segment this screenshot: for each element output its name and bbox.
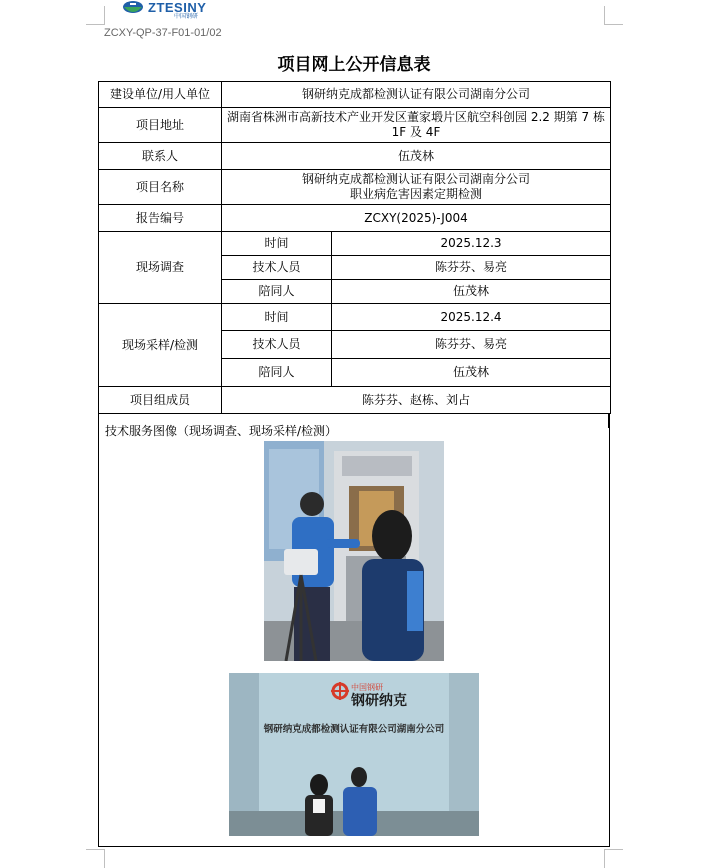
survey-escort-value: 伍茂林: [332, 280, 611, 304]
photo-caption: 技术服务图像（现场调查、现场采样/检测）: [105, 424, 338, 438]
sign-brand: 中国钢研: [351, 683, 383, 692]
text-cursor: [608, 414, 610, 428]
survey-time-value: 2025.12.3: [332, 232, 611, 256]
sampling-tech-value: 陈芬芬、易亮: [332, 331, 611, 359]
members-label: 项目组成员: [99, 387, 222, 414]
report-value: ZCXY(2025)-J004: [222, 205, 611, 232]
logo-name: ZTESINY: [148, 0, 207, 15]
sign-name: 钢研纳克: [351, 693, 407, 709]
project-value-line1: 钢研纳克成都检测认证有限公司湖南分公司: [302, 172, 531, 186]
members-value: 陈芬芬、赵栋、刘占: [222, 387, 611, 414]
document-code: ZCXY-QP-37-F01-01/02: [104, 27, 222, 39]
sign-company: 钢研纳克成都检测认证有限公司湖南分公司: [263, 724, 445, 735]
contact-label: 联系人: [99, 143, 222, 170]
survey-time-label: 时间: [222, 232, 332, 256]
sampling-time-label: 时间: [222, 304, 332, 331]
sampling-escort-value: 伍茂林: [332, 359, 611, 387]
page-title: 项目网上公开信息表: [277, 55, 431, 75]
logo-emblem-icon: [122, 1, 144, 19]
address-value: 湖南省株洲市高新技术产业开发区董家塅片区航空科创园 2.2 期第 7 栋 1F 及 4F: [222, 108, 611, 143]
report-label: 报告编号: [99, 205, 222, 232]
unit-value: 钢研纳克成都检测认证有限公司湖南分公司: [222, 82, 611, 108]
contact-value: 伍茂林: [222, 143, 611, 170]
project-label: 项目名称: [99, 170, 222, 205]
sampling-tech-label: 技术人员: [222, 331, 332, 359]
sampling-escort-label: 陪同人: [222, 359, 332, 387]
corner-mark-top-left: [86, 6, 105, 25]
sampling-label: 现场采样/检测: [99, 304, 222, 387]
sampling-time-value: 2025.12.4: [332, 304, 611, 331]
survey-tech-label: 技术人员: [222, 256, 332, 280]
corner-mark-bottom-right: [604, 849, 623, 868]
survey-escort-label: 陪同人: [222, 280, 332, 304]
project-value-line2: 职业病危害因素定期检测: [350, 187, 483, 201]
info-table: [98, 81, 611, 414]
photo-section: [98, 414, 610, 847]
corner-mark-bottom-left: [86, 849, 105, 868]
unit-label: 建设单位/用人单位: [99, 82, 222, 108]
company-logo: [122, 0, 206, 20]
logo-subtitle: 中国钢研: [174, 12, 199, 20]
project-value: [222, 170, 611, 205]
corner-mark-top-right: [604, 6, 623, 25]
survey-tech-value: 陈芬芬、易亮: [332, 256, 611, 280]
group-photo: [229, 673, 479, 836]
survey-label: 现场调查: [99, 232, 222, 304]
address-label: 项目地址: [99, 108, 222, 143]
sampling-photo: [264, 441, 444, 661]
